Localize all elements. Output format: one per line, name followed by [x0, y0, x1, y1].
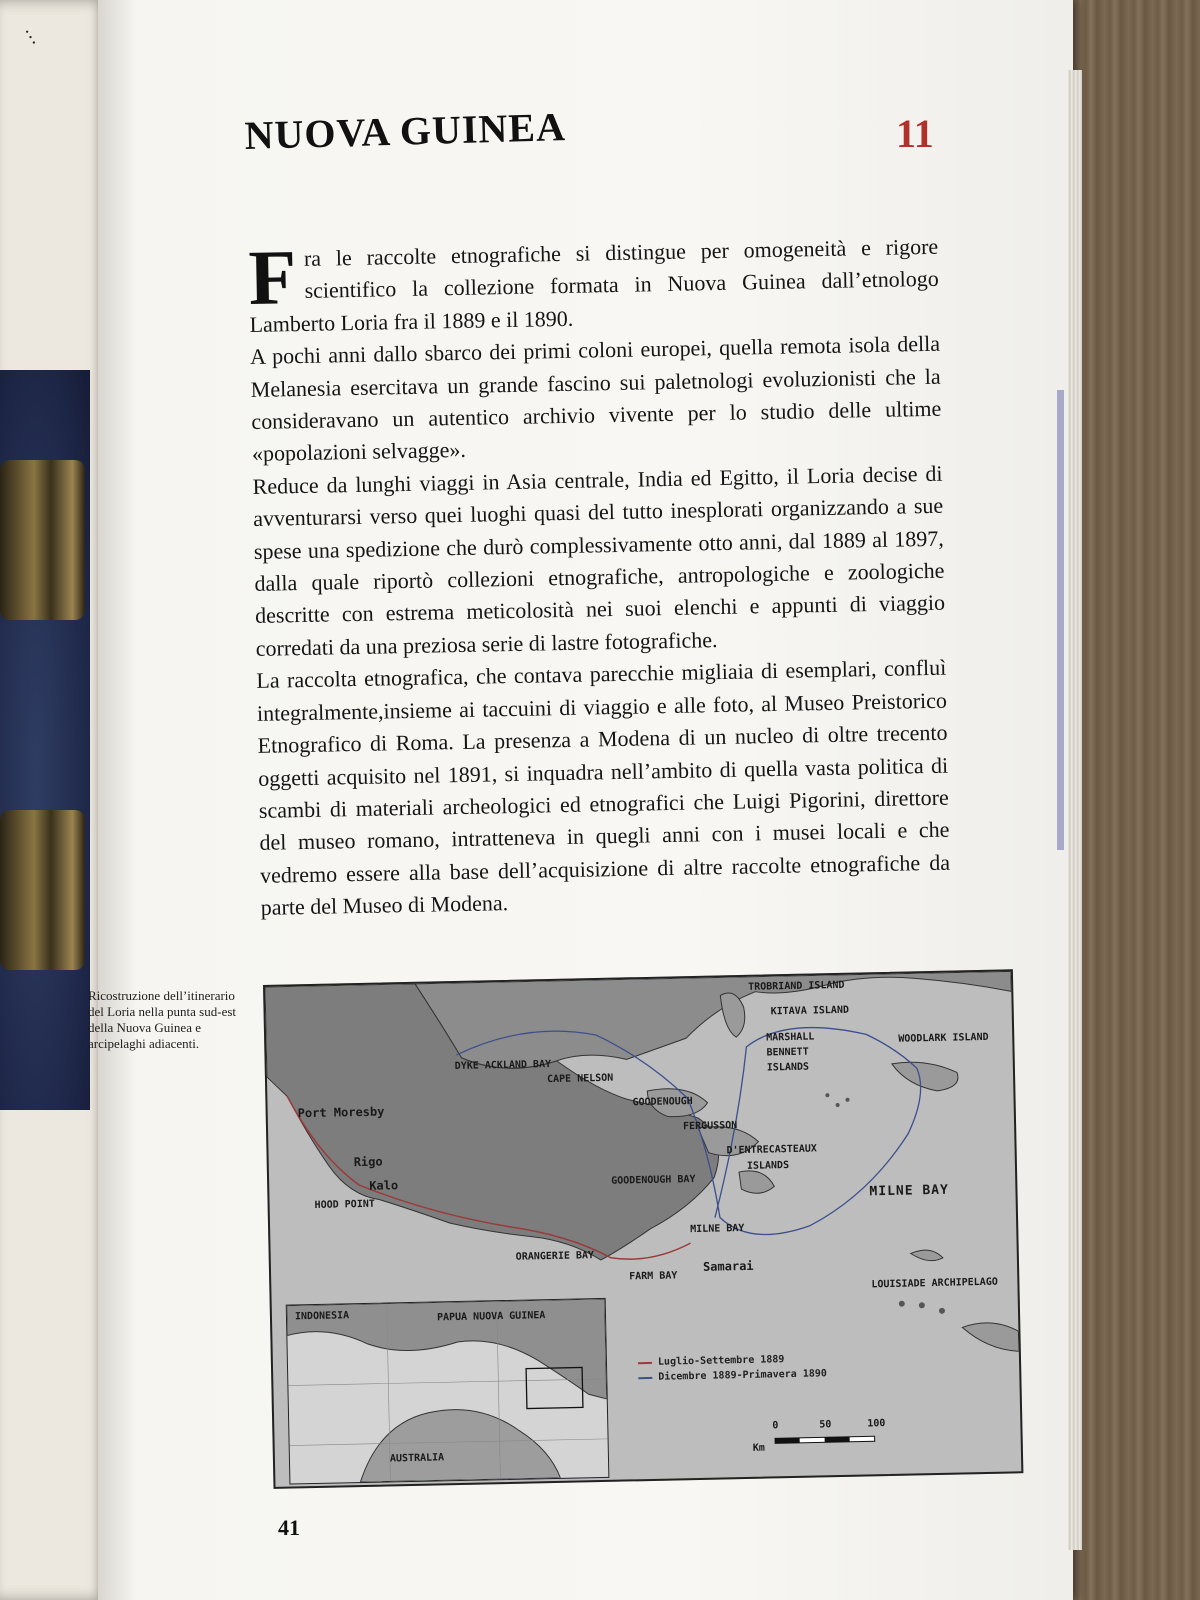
scale-tick: 100 — [867, 1418, 886, 1430]
place-label: MARSHALL — [766, 1031, 815, 1044]
legend-label: Dicembre 1889-Primavera 1890 — [658, 1368, 827, 1383]
body-text — [248, 231, 951, 925]
inset-drawing — [287, 1299, 609, 1484]
scale-tick: 0 — [772, 1420, 779, 1432]
scale-tick: 50 — [819, 1419, 832, 1431]
place-label: TROBRIAND ISLAND — [748, 979, 845, 993]
map-caption: Ricostruzione dell’itinerario del Loria nella punta sud-est della Nuova Guinea e arcipelaghi adiacenti. — [88, 988, 237, 1051]
place-label: ISLANDS — [766, 1061, 810, 1074]
map-legend — [638, 1353, 827, 1387]
chapter-title: NUOVA GUINEA — [244, 104, 567, 158]
page-edge — [1068, 70, 1082, 1550]
place-label: WOODLARK ISLAND — [898, 1031, 989, 1045]
paragraph — [248, 231, 940, 341]
place-label: Samarai — [702, 1258, 754, 1274]
left-page — [0, 0, 110, 1600]
sea-label: MILNE BAY — [869, 1182, 950, 1200]
paragraph: A pochi anni dallo sbarco dei primi coloni europei, quella remota isola della Melanesia esercitava un grande fascino sui paletnologi evoluzionisti che la consideravano un autentico archivio vivente per lo studio delle ultime «popolazioni selvagge». — [249, 330, 942, 467]
chapter-number: 11 — [896, 111, 934, 156]
inset-map — [286, 1298, 610, 1485]
scale-unit: Km — [752, 1442, 765, 1454]
place-label: Rigo — [353, 1154, 383, 1170]
place-label: MILNE BAY — [690, 1222, 745, 1236]
place-label: ORANGERIE BAY — [515, 1250, 595, 1263]
artifact-image — [0, 810, 85, 970]
legend-swatch — [638, 1376, 652, 1378]
artifact-image — [0, 460, 85, 620]
left-page-text-fragment: … — [20, 21, 49, 49]
scale-bar-graphic — [775, 1432, 885, 1448]
place-label: HOOD POINT — [314, 1198, 375, 1211]
inset-label: INDONESIA — [294, 1310, 350, 1323]
place-label: KITAVA ISLAND — [770, 1004, 850, 1018]
place-label: Port Moresby — [297, 1104, 385, 1121]
paragraph: Reduce da lunghi viaggi in Asia centrale, India ed Egitto, il Loria decise di avventurarsi verso quei luoghi quasi del tutto inesplorati organizzando a sue spese una spedizione che durò complessivamente otto anni, dal 1889 al 1897, dalla quale riportò collezioni etnografiche, antropologiche e zoologiche descritte con estrema meticolosità nei suoi elenchi e appunti di viaggio corredati da una preziosa serie di lastre fotografiche. — [252, 460, 946, 661]
place-label: ISLANDS — [746, 1160, 790, 1172]
legend-label: Luglio-Settembre 1889 — [657, 1354, 785, 1368]
inset-label: PAPUA NUOVA GUINEA — [436, 1310, 546, 1324]
place-label: LOUISIADE ARCHIPELAGO — [871, 1276, 998, 1291]
place-label: DYKE ACKLAND BAY — [454, 1058, 552, 1073]
page-number: 41 — [278, 1515, 300, 1540]
place-label: GOODENOUGH — [632, 1096, 693, 1109]
place-label: FERGUSSON — [682, 1120, 738, 1133]
place-label: D'ENTRECASTEAUX — [726, 1143, 817, 1157]
place-label: Kalo — [369, 1178, 399, 1193]
place-label: BENNETT — [766, 1046, 809, 1059]
itinerary-map — [263, 969, 1023, 1489]
legend-swatch — [638, 1361, 652, 1363]
drop-cap: F — [247, 233, 298, 321]
place-label: GOODENOUGH BAY — [611, 1173, 696, 1187]
place-label: FARM BAY — [629, 1270, 678, 1283]
page-edge-marker — [1057, 390, 1064, 850]
place-label: CAPE NELSON — [546, 1072, 614, 1086]
paragraph: La raccolta etnografica, che contava parecchie migliaia di esemplari, confluì integralmente,insieme ai taccuini di viaggio e alle foto, al Museo Preistorico Etnografico di Roma. La presenza a Modena di un nucleo di oltre trecento oggetti acquisito nel 1891, si inquadra nell’ambito di quella vasta politica di scambi di materiali archeologici ed etnografici che Luigi Pigorini, direttore del museo romano, intratteneva in quegli anni con i musei locali e che vedremo essere alla base dell’acquisizione di altre raccolte etnografiche da parte del Museo di Modena. — [256, 654, 951, 921]
artifact-photo — [0, 370, 90, 1110]
paragraph-text: ra le raccolte etnografiche si distingue per omogeneità e rigore scientifico la collezione formata in Nuova Guinea dall’etnologo Lamberto Loria fra il 1889 e il 1890. — [249, 233, 940, 337]
legend-item — [638, 1368, 827, 1383]
inset-label: AUSTRALIA — [389, 1452, 445, 1465]
